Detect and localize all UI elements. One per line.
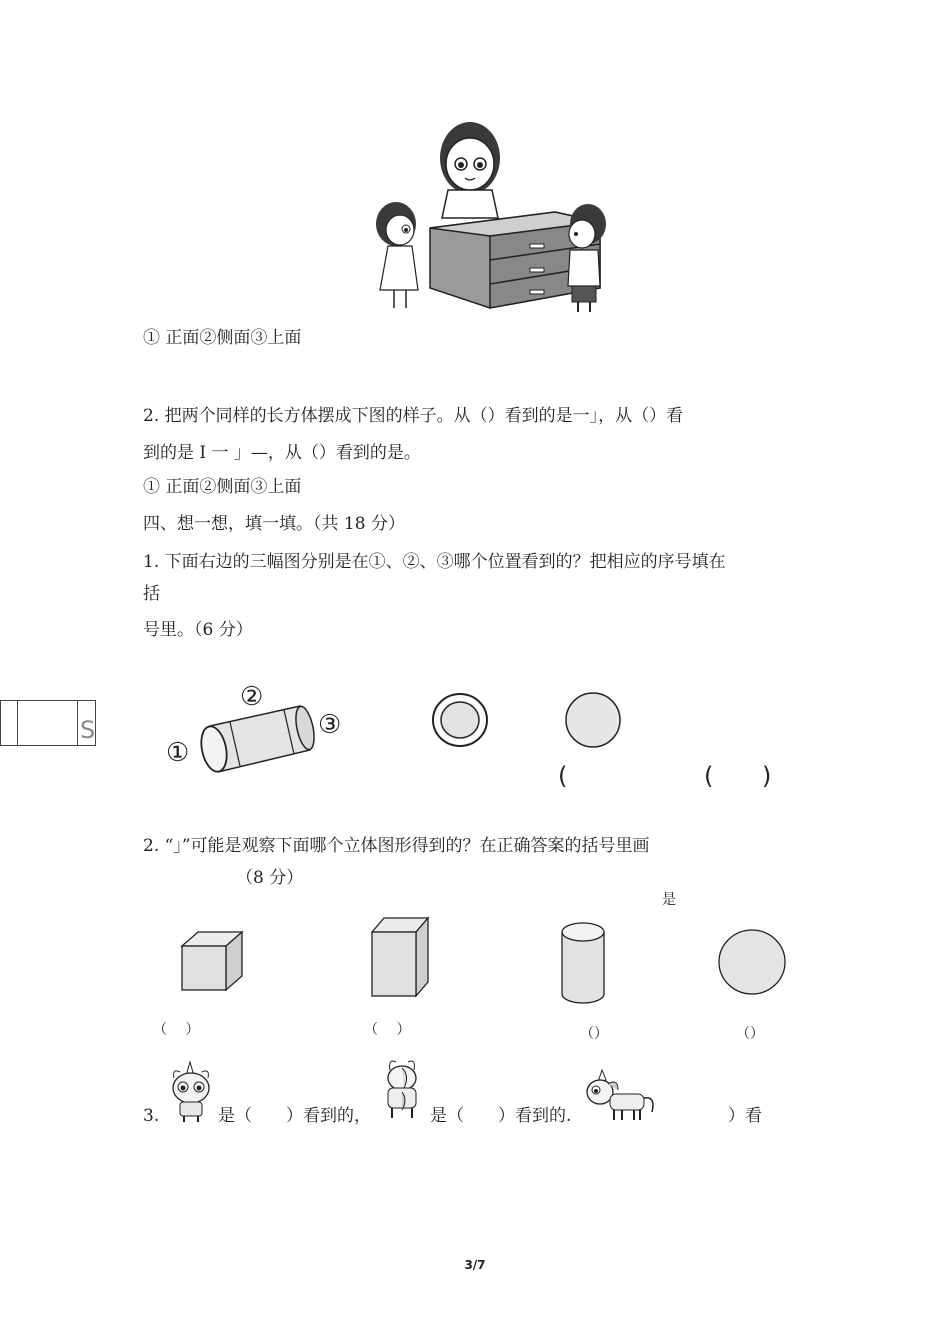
q2-line1: 2. 把两个同样的长方体摆成下图的样子。从（）看到的是一」，从（）看 xyxy=(143,406,684,426)
ring-view-figure xyxy=(430,692,490,748)
sphere-answer-paren: （） xyxy=(736,1026,764,1042)
s4q3-part1: 是（ ）看到的， xyxy=(218,1106,371,1126)
s4q2-line1: 2. “」”可能是观察下面哪个立体图形得到的？在正确答案的括号里画 xyxy=(143,836,650,856)
answer-paren-close-2: ) xyxy=(762,762,772,790)
q2-options: ① 正面②侧面③上面 xyxy=(143,477,302,497)
drawers-children-illustration xyxy=(370,118,610,314)
section4-title: 四、想一想，填一填。（共 18 分） xyxy=(143,514,405,534)
cuboid-figure xyxy=(368,914,432,1000)
answer-paren-open-2: ( xyxy=(704,762,714,790)
s4q1-line2: 括 xyxy=(143,584,160,604)
s4q1-line1: 1. 下面右边的三幅图分别是在①、②、③哪个位置看到的？把相应的序号填在 xyxy=(143,552,726,572)
cylinder-figure xyxy=(558,920,608,1006)
s4q3-part2: 是（ ）看到的. xyxy=(430,1106,572,1126)
unicorn-back-icon xyxy=(380,1054,424,1120)
s4q3-part3: ）看 xyxy=(728,1106,762,1126)
sphere-figure xyxy=(716,928,788,996)
unicorn-front-icon xyxy=(168,1060,214,1124)
cube-answer-paren: （ ） xyxy=(153,1022,200,1038)
circle-view-figure xyxy=(563,690,623,750)
s4q2-stray-char: 是 xyxy=(662,892,676,908)
position-2-label: ② xyxy=(240,682,264,712)
position-1-label: ① xyxy=(166,738,190,768)
page-number: 3/7 xyxy=(464,1258,486,1272)
cylinder-answer-paren: （） xyxy=(580,1026,608,1042)
s4q2-points: （8 分） xyxy=(236,868,304,888)
position-3-label: ③ xyxy=(318,710,342,740)
s4q3-number: 3. xyxy=(143,1106,160,1126)
unicorn-side-icon xyxy=(584,1068,658,1124)
q2-line2: 到的是 I 一 」—，从（）看到的是。 xyxy=(143,443,421,463)
cuboid-answer-paren: （ ） xyxy=(364,1022,411,1038)
q1-options: ① 正面②侧面③上面 xyxy=(143,328,302,348)
answer-paren-open-1: ( xyxy=(558,762,568,790)
side-letter: S xyxy=(80,716,96,744)
s4q1-line3: 号里。（6 分） xyxy=(143,620,253,640)
cube-figure xyxy=(178,928,248,994)
